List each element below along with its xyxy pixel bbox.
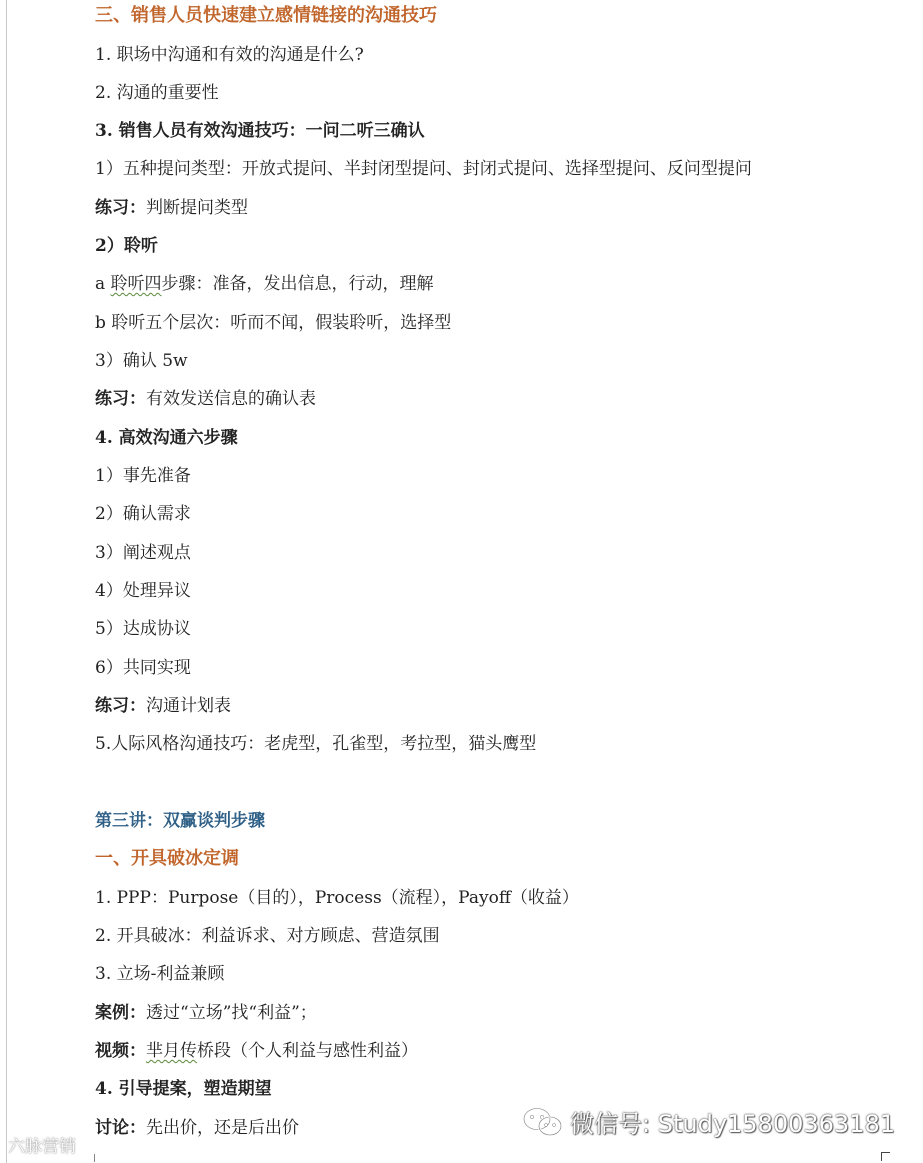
list-item (95, 272, 434, 296)
exercise-label: 练习： (95, 696, 146, 716)
subheading: 3. 销售人员有效沟通技巧：一问二听三确认 (95, 121, 425, 141)
list-item: 3. 立场-利益兼顾 (95, 964, 225, 984)
watermark-text: 微信号: Study15800363181 (570, 1110, 895, 1138)
watermark-right (522, 1104, 895, 1139)
list-item: b 聆听五个层次：听而不闻，假装聆听，选择型 (95, 313, 452, 333)
subheading: 2）聆听 (95, 236, 158, 256)
section-heading: 三、销售人员快速建立感情链接的沟通技巧 (95, 5, 437, 26)
subheading: 4. 高效沟通六步骤 (95, 428, 238, 448)
list-item: 2. 开具破冰：利益诉求、对方顾虑、营造氛围 (95, 926, 440, 946)
item-text: 步骤：准备，发出信息，行动，理解 (161, 274, 434, 294)
spellcheck-marked-text: 聆听四 (110, 274, 162, 294)
list-item: 3）确认 5w (95, 351, 188, 371)
wechat-icon (522, 1106, 564, 1138)
exercise-text: 判断提问类型 (146, 198, 248, 218)
exercise-line (95, 694, 231, 718)
exercise-text: 有效发送信息的确认表 (146, 389, 316, 409)
page-corner-mark (881, 1152, 890, 1161)
list-item: 3）阐述观点 (95, 543, 191, 563)
list-item: 2）确认需求 (95, 504, 191, 524)
case-label: 案例： (95, 1003, 146, 1023)
exercise-line (95, 196, 248, 220)
exercise-line (95, 387, 316, 411)
watermark-left: 六脉营销 (8, 1137, 76, 1157)
list-item: 1. 职场中沟通和有效的沟通是什么? (95, 45, 364, 65)
item-prefix: a (95, 274, 111, 294)
case-line (95, 1001, 317, 1025)
page-left-border (6, 0, 7, 1163)
list-item: 1. PPP：Purpose（目的），Process（流程），Payoff（收益） (95, 888, 579, 908)
list-item: 1）事先准备 (95, 466, 191, 486)
discussion-line (95, 1116, 299, 1140)
list-item: 5）达成协议 (95, 619, 191, 639)
case-text: 透过“立场”找“利益”； (146, 1003, 317, 1023)
list-item: 2. 沟通的重要性 (95, 83, 219, 103)
discussion-label: 讨论： (95, 1118, 146, 1138)
video-line (95, 1039, 418, 1063)
lecture-heading: 第三讲：双赢谈判步骤 (95, 811, 265, 831)
video-text: 桥段（个人利益与感性利益） (197, 1041, 418, 1061)
list-item: 1）五种提问类型：开放式提问、半封闭型提问、封闭式提问、选择型提问、反问型提问 (95, 159, 752, 179)
list-item: 5.人际风格沟通技巧：老虎型，孔雀型，考拉型，猫头鹰型 (95, 734, 537, 754)
section-heading: 一、开具破冰定调 (95, 848, 239, 869)
bottom-rule-mark (94, 1154, 95, 1162)
exercise-text: 沟通计划表 (146, 696, 231, 716)
subheading: 4. 引导提案，塑造期望 (95, 1079, 272, 1099)
list-item: 6）共同实现 (95, 658, 191, 678)
video-label: 视频： (95, 1041, 146, 1061)
discussion-text: 先出价，还是后出价 (146, 1118, 299, 1138)
spellcheck-marked-text: 芈月传 (146, 1041, 197, 1061)
exercise-label: 练习： (95, 198, 146, 218)
list-item: 4）处理异议 (95, 581, 191, 601)
exercise-label: 练习： (95, 389, 146, 409)
